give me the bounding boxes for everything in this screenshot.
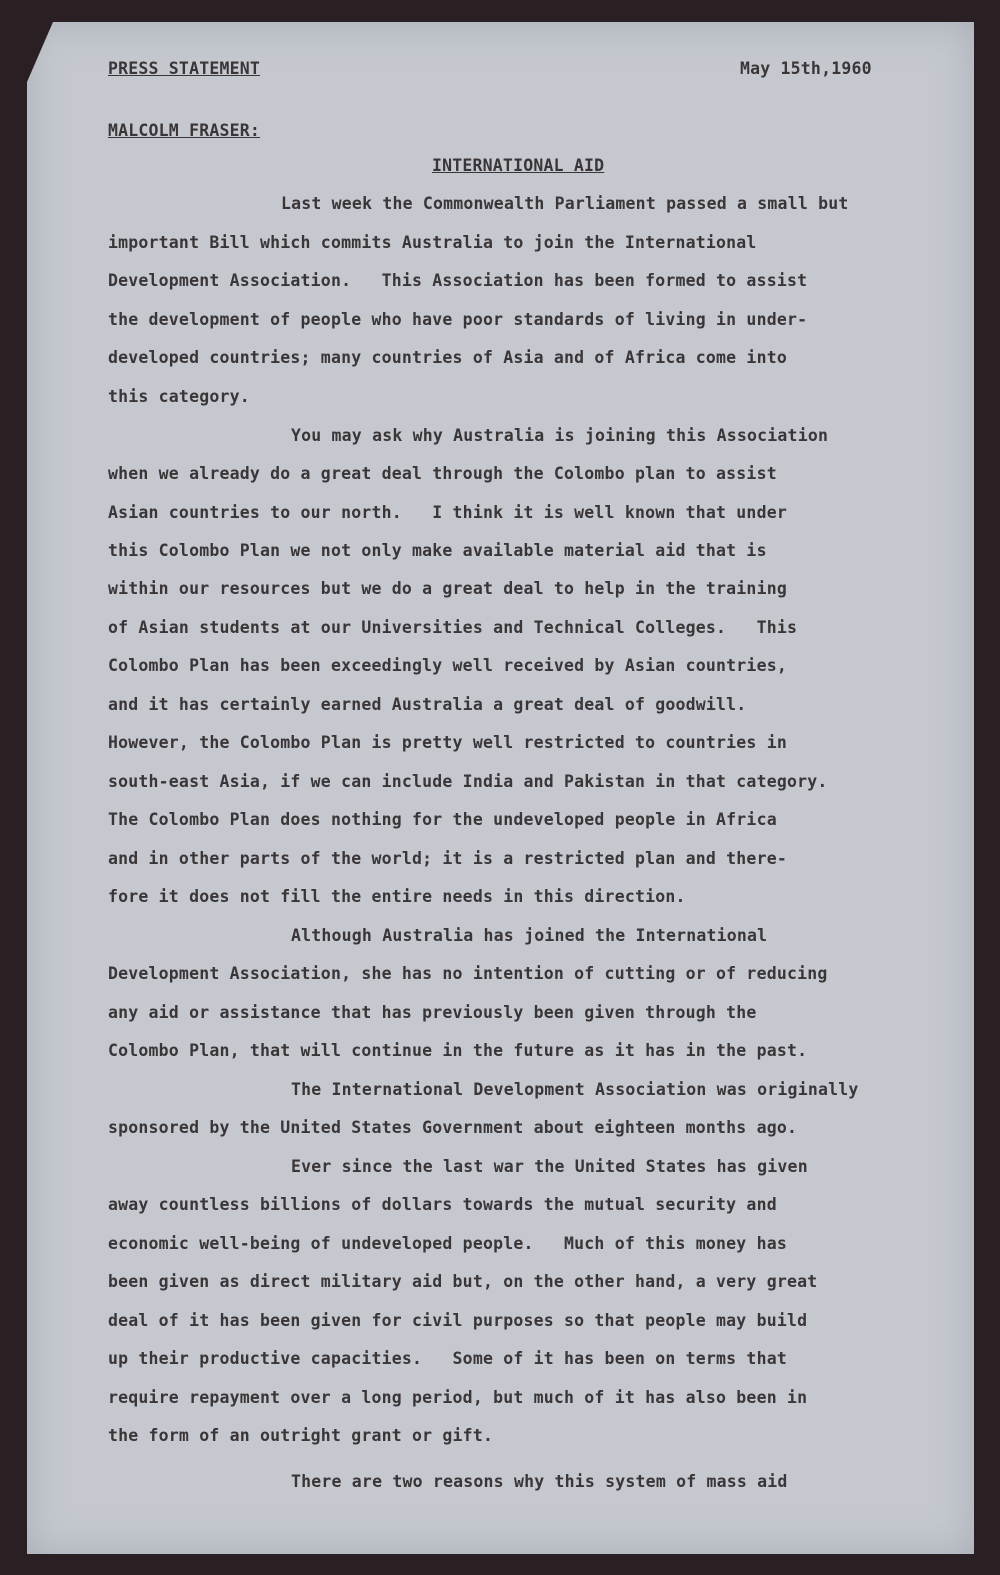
body-line: the form of an outright grant or gift. — [108, 1426, 494, 1445]
body-line: developed countries; many countries of Asia and of Africa come into — [108, 348, 787, 367]
body-line: Asian countries to our north. I think it is well known that under — [108, 503, 787, 522]
body-line: You may ask why Australia is joining this Association — [291, 426, 829, 445]
body-line: when we already do a great deal through the Colombo plan to assist — [108, 464, 777, 483]
statement-date: May 15th,1960 — [740, 59, 872, 78]
body-line: of Asian students at our Universities and Technical Colleges. This — [108, 618, 798, 637]
body-line: this Colombo Plan we not only make available material aid that is — [108, 541, 767, 560]
body-line: up their productive capacities. Some of it has been on terms that — [108, 1349, 787, 1368]
body-line: and in other parts of the world; it is a restricted plan and there- — [108, 849, 787, 868]
body-line: economic well-being of undeveloped people. Much of this money has — [108, 1234, 787, 1253]
body-line: The International Development Association was originally — [291, 1080, 859, 1099]
body-line: fore it does not fill the entire needs in this direction. — [108, 887, 686, 906]
body-line: sponsored by the United States Government about eighteen months ago. — [108, 1118, 798, 1137]
body-line: Development Association. This Association has been formed to assist — [108, 271, 808, 290]
body-line: Development Association, she has no intention of cutting or of reducing — [108, 964, 828, 983]
body-line: and it has certainly earned Australia a great deal of goodwill. — [108, 695, 747, 714]
body-line: Last week the Commonwealth Parliament passed a small but — [281, 194, 849, 213]
body-line: been given as direct military aid but, on the other hand, a very great — [108, 1272, 818, 1291]
body-line: south-east Asia, if we can include India and Pakistan in that category. — [108, 772, 828, 791]
body-line: Colombo Plan, that will continue in the future as it has in the past. — [108, 1041, 808, 1060]
body-line: There are two reasons why this system of mass aid — [291, 1472, 788, 1491]
body-line: any aid or assistance that has previously been given through the — [108, 1003, 757, 1022]
folded-corner — [27, 22, 53, 82]
body-line: deal of it has been given for civil purposes so that people may build — [108, 1311, 808, 1330]
body-line: within our resources but we do a great deal to help in the training — [108, 579, 787, 598]
body-line: away countless billions of dollars towards the mutual security and — [108, 1195, 777, 1214]
body-line: this category. — [108, 387, 250, 406]
document-title: INTERNATIONAL AID — [432, 156, 605, 175]
body-line: Ever since the last war the United States has given — [291, 1157, 808, 1176]
author-name: MALCOLM FRASER: — [108, 121, 261, 140]
press-statement-label: PRESS STATEMENT — [108, 59, 261, 78]
body-line: the development of people who have poor standards of living in under- — [108, 310, 808, 329]
body-line: important Bill which commits Australia to join the International — [108, 233, 757, 252]
body-line: However, the Colombo Plan is pretty well restricted to countries in — [108, 733, 787, 752]
body-line: Although Australia has joined the International — [291, 926, 768, 945]
body-line: Colombo Plan has been exceedingly well received by Asian countries, — [108, 656, 787, 675]
body-line: require repayment over a long period, but much of it has also been in — [108, 1388, 808, 1407]
body-line: The Colombo Plan does nothing for the undeveloped people in Africa — [108, 810, 777, 829]
